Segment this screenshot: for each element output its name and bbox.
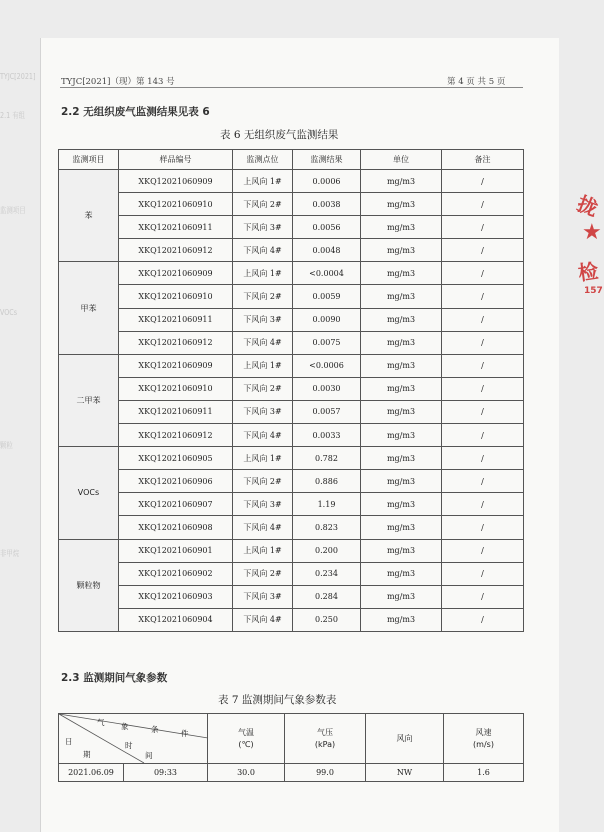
- location-cell: 下风向 2#: [233, 562, 293, 585]
- diag-label: 条: [151, 725, 159, 734]
- location-cell: 下风向 4#: [233, 516, 293, 539]
- table-header-row: [59, 714, 524, 764]
- result-cell: <0.0004: [293, 262, 361, 285]
- stamp-char: 检: [576, 258, 600, 286]
- unit-cell: mg/m3: [361, 424, 442, 447]
- table-row: [59, 285, 524, 308]
- table-row: [59, 308, 524, 331]
- ghost-text: 非甲烷: [0, 549, 20, 558]
- remark-cell: /: [442, 470, 524, 493]
- table-row: [59, 447, 524, 470]
- section-heading-2-2: 2.2 无组织废气监测结果见表 6: [61, 106, 210, 118]
- result-cell: <0.0006: [293, 354, 361, 377]
- sample-id-cell: XKQ12021060908: [119, 516, 233, 539]
- table-7-caption: 表 7 监测期间气象参数表: [218, 694, 337, 706]
- unit-cell: mg/m3: [361, 285, 442, 308]
- cell-date: 2021.06.09: [59, 764, 124, 782]
- table-row: [59, 562, 524, 585]
- column-header: 气压 (kPa): [285, 714, 366, 764]
- remark-cell: /: [442, 216, 524, 239]
- unit-cell: mg/m3: [361, 216, 442, 239]
- unit-cell: mg/m3: [361, 354, 442, 377]
- remark-cell: /: [442, 585, 524, 608]
- sample-id-cell: XKQ12021060909: [119, 354, 233, 377]
- result-cell: 0.250: [293, 608, 361, 631]
- diagonal-header-cell: [59, 714, 208, 764]
- diag-label: 时: [125, 741, 133, 750]
- table-row: [59, 539, 524, 562]
- stamp-char: 157: [584, 286, 603, 296]
- table-row: [59, 354, 524, 377]
- remark-cell: /: [442, 262, 524, 285]
- unit-cell: mg/m3: [361, 331, 442, 354]
- diag-label: 象: [121, 722, 129, 731]
- column-header: 气温 (℃): [208, 714, 285, 764]
- sample-id-cell: XKQ12021060902: [119, 562, 233, 585]
- location-cell: 上风向 1#: [233, 262, 293, 285]
- location-cell: 下风向 4#: [233, 608, 293, 631]
- table-row: [59, 400, 524, 423]
- unit-cell: mg/m3: [361, 262, 442, 285]
- table-row: [59, 608, 524, 631]
- table-row: [59, 239, 524, 262]
- monitoring-item-cell: 二甲苯: [59, 354, 119, 446]
- sample-id-cell: XKQ12021060912: [119, 331, 233, 354]
- remark-cell: /: [442, 516, 524, 539]
- result-cell: 0.886: [293, 470, 361, 493]
- remark-cell: /: [442, 377, 524, 400]
- column-header: 风向: [366, 714, 444, 764]
- ghost-text: 监测项目: [0, 206, 26, 215]
- result-cell: 0.234: [293, 562, 361, 585]
- unit-cell: mg/m3: [361, 516, 442, 539]
- unit-cell: mg/m3: [361, 400, 442, 423]
- remark-cell: /: [442, 493, 524, 516]
- column-header: 备注: [442, 150, 524, 170]
- remark-cell: /: [442, 285, 524, 308]
- cell-wind-direction: NW: [366, 764, 444, 782]
- result-cell: 0.0038: [293, 193, 361, 216]
- sample-id-cell: XKQ12021060911: [119, 216, 233, 239]
- diag-label: 件: [181, 729, 189, 738]
- location-cell: 下风向 3#: [233, 216, 293, 239]
- location-cell: 下风向 3#: [233, 308, 293, 331]
- inspection-stamp: [574, 180, 604, 310]
- monitoring-item-cell: 颗粒物: [59, 539, 119, 631]
- result-cell: 0.0059: [293, 285, 361, 308]
- table-header-row: [59, 150, 524, 170]
- remark-cell: /: [442, 308, 524, 331]
- sample-id-cell: XKQ12021060903: [119, 585, 233, 608]
- table-row: [59, 193, 524, 216]
- location-cell: 下风向 2#: [233, 470, 293, 493]
- unit-cell: mg/m3: [361, 562, 442, 585]
- result-cell: 0.200: [293, 539, 361, 562]
- section-heading-2-3: 2.3 监测期间气象参数: [61, 672, 168, 684]
- location-cell: 下风向 4#: [233, 331, 293, 354]
- column-header: 监测项目: [59, 150, 119, 170]
- header-divider: [60, 87, 523, 88]
- emission-results-table: [58, 149, 524, 632]
- ghost-text: 颗粒: [0, 441, 13, 450]
- unit-cell: mg/m3: [361, 539, 442, 562]
- result-cell: 1.19: [293, 493, 361, 516]
- unit-cell: mg/m3: [361, 585, 442, 608]
- monitoring-item-cell: 甲苯: [59, 262, 119, 354]
- table-row: [59, 424, 524, 447]
- result-cell: 0.0030: [293, 377, 361, 400]
- table-row: [59, 470, 524, 493]
- result-cell: 0.0048: [293, 239, 361, 262]
- sample-id-cell: XKQ12021060911: [119, 308, 233, 331]
- result-cell: 0.782: [293, 447, 361, 470]
- result-cell: 0.284: [293, 585, 361, 608]
- sample-id-cell: XKQ12021060910: [119, 285, 233, 308]
- table-row: [59, 331, 524, 354]
- cell-time: 09:33: [124, 764, 208, 782]
- table-row: [59, 262, 524, 285]
- cell-temperature: 30.0: [208, 764, 285, 782]
- sample-id-cell: XKQ12021060909: [119, 262, 233, 285]
- remark-cell: /: [442, 193, 524, 216]
- weather-table: [58, 713, 524, 782]
- monitoring-item-cell: VOCs: [59, 447, 119, 539]
- location-cell: 下风向 3#: [233, 400, 293, 423]
- remark-cell: /: [442, 400, 524, 423]
- column-header: 单位: [361, 150, 442, 170]
- diag-label: 气: [97, 718, 105, 727]
- monitoring-item-cell: 苯: [59, 170, 119, 262]
- sample-id-cell: XKQ12021060907: [119, 493, 233, 516]
- result-cell: 0.823: [293, 516, 361, 539]
- stamp-char: 拢: [573, 191, 601, 221]
- ghost-text: VOCs: [0, 308, 18, 317]
- table-6-caption: 表 6 无组织废气监测结果: [220, 129, 339, 141]
- result-cell: 0.0056: [293, 216, 361, 239]
- table-row: [59, 516, 524, 539]
- unit-cell: mg/m3: [361, 239, 442, 262]
- location-cell: 上风向 1#: [233, 170, 293, 193]
- table-row: [59, 585, 524, 608]
- table-row: [59, 170, 524, 193]
- sample-id-cell: XKQ12021060901: [119, 539, 233, 562]
- star-icon: ★: [582, 220, 602, 245]
- sample-id-cell: XKQ12021060911: [119, 400, 233, 423]
- column-header: 监测结果: [293, 150, 361, 170]
- sample-id-cell: XKQ12021060909: [119, 170, 233, 193]
- unit-cell: mg/m3: [361, 493, 442, 516]
- remark-cell: /: [442, 562, 524, 585]
- location-cell: 上风向 1#: [233, 354, 293, 377]
- location-cell: 上风向 1#: [233, 539, 293, 562]
- sample-id-cell: XKQ12021060905: [119, 447, 233, 470]
- unit-cell: mg/m3: [361, 170, 442, 193]
- result-cell: 0.0075: [293, 331, 361, 354]
- sample-id-cell: XKQ12021060910: [119, 377, 233, 400]
- sample-id-cell: XKQ12021060906: [119, 470, 233, 493]
- unit-cell: mg/m3: [361, 608, 442, 631]
- result-cell: 0.0057: [293, 400, 361, 423]
- remark-cell: /: [442, 608, 524, 631]
- sample-id-cell: XKQ12021060912: [119, 239, 233, 262]
- diag-label: 间: [145, 751, 153, 760]
- result-cell: 0.0090: [293, 308, 361, 331]
- column-header: 风速 (m/s): [444, 714, 524, 764]
- diag-label: 期: [83, 750, 91, 759]
- remark-cell: /: [442, 424, 524, 447]
- table-row: [59, 216, 524, 239]
- unit-cell: mg/m3: [361, 193, 442, 216]
- location-cell: 上风向 1#: [233, 447, 293, 470]
- report-number: TYJC[2021]（现）第 143 号: [61, 77, 175, 87]
- unit-cell: mg/m3: [361, 447, 442, 470]
- unit-cell: mg/m3: [361, 470, 442, 493]
- ghost-text: TYJC[2021]: [0, 72, 36, 81]
- location-cell: 下风向 4#: [233, 239, 293, 262]
- cell-pressure: 99.0: [285, 764, 366, 782]
- remark-cell: /: [442, 331, 524, 354]
- sample-id-cell: XKQ12021060910: [119, 193, 233, 216]
- remark-cell: /: [442, 239, 524, 262]
- result-cell: 0.0006: [293, 170, 361, 193]
- column-header: 样品编号: [119, 150, 233, 170]
- location-cell: 下风向 4#: [233, 424, 293, 447]
- remark-cell: /: [442, 447, 524, 470]
- table-row: [59, 377, 524, 400]
- location-cell: 下风向 2#: [233, 285, 293, 308]
- diag-label: 日: [65, 737, 73, 746]
- unit-cell: mg/m3: [361, 308, 442, 331]
- remark-cell: /: [442, 354, 524, 377]
- ghost-text: 2.1 有组: [0, 111, 26, 120]
- table-row: [59, 764, 524, 782]
- result-cell: 0.0033: [293, 424, 361, 447]
- cell-wind-speed: 1.6: [444, 764, 524, 782]
- unit-cell: mg/m3: [361, 377, 442, 400]
- location-cell: 下风向 3#: [233, 585, 293, 608]
- location-cell: 下风向 2#: [233, 193, 293, 216]
- column-header: 监测点位: [233, 150, 293, 170]
- page-number: 第 4 页 共 5 页: [447, 77, 506, 87]
- sample-id-cell: XKQ12021060912: [119, 424, 233, 447]
- remark-cell: /: [442, 170, 524, 193]
- table-row: [59, 493, 524, 516]
- location-cell: 下风向 3#: [233, 493, 293, 516]
- location-cell: 下风向 2#: [233, 377, 293, 400]
- remark-cell: /: [442, 539, 524, 562]
- sample-id-cell: XKQ12021060904: [119, 608, 233, 631]
